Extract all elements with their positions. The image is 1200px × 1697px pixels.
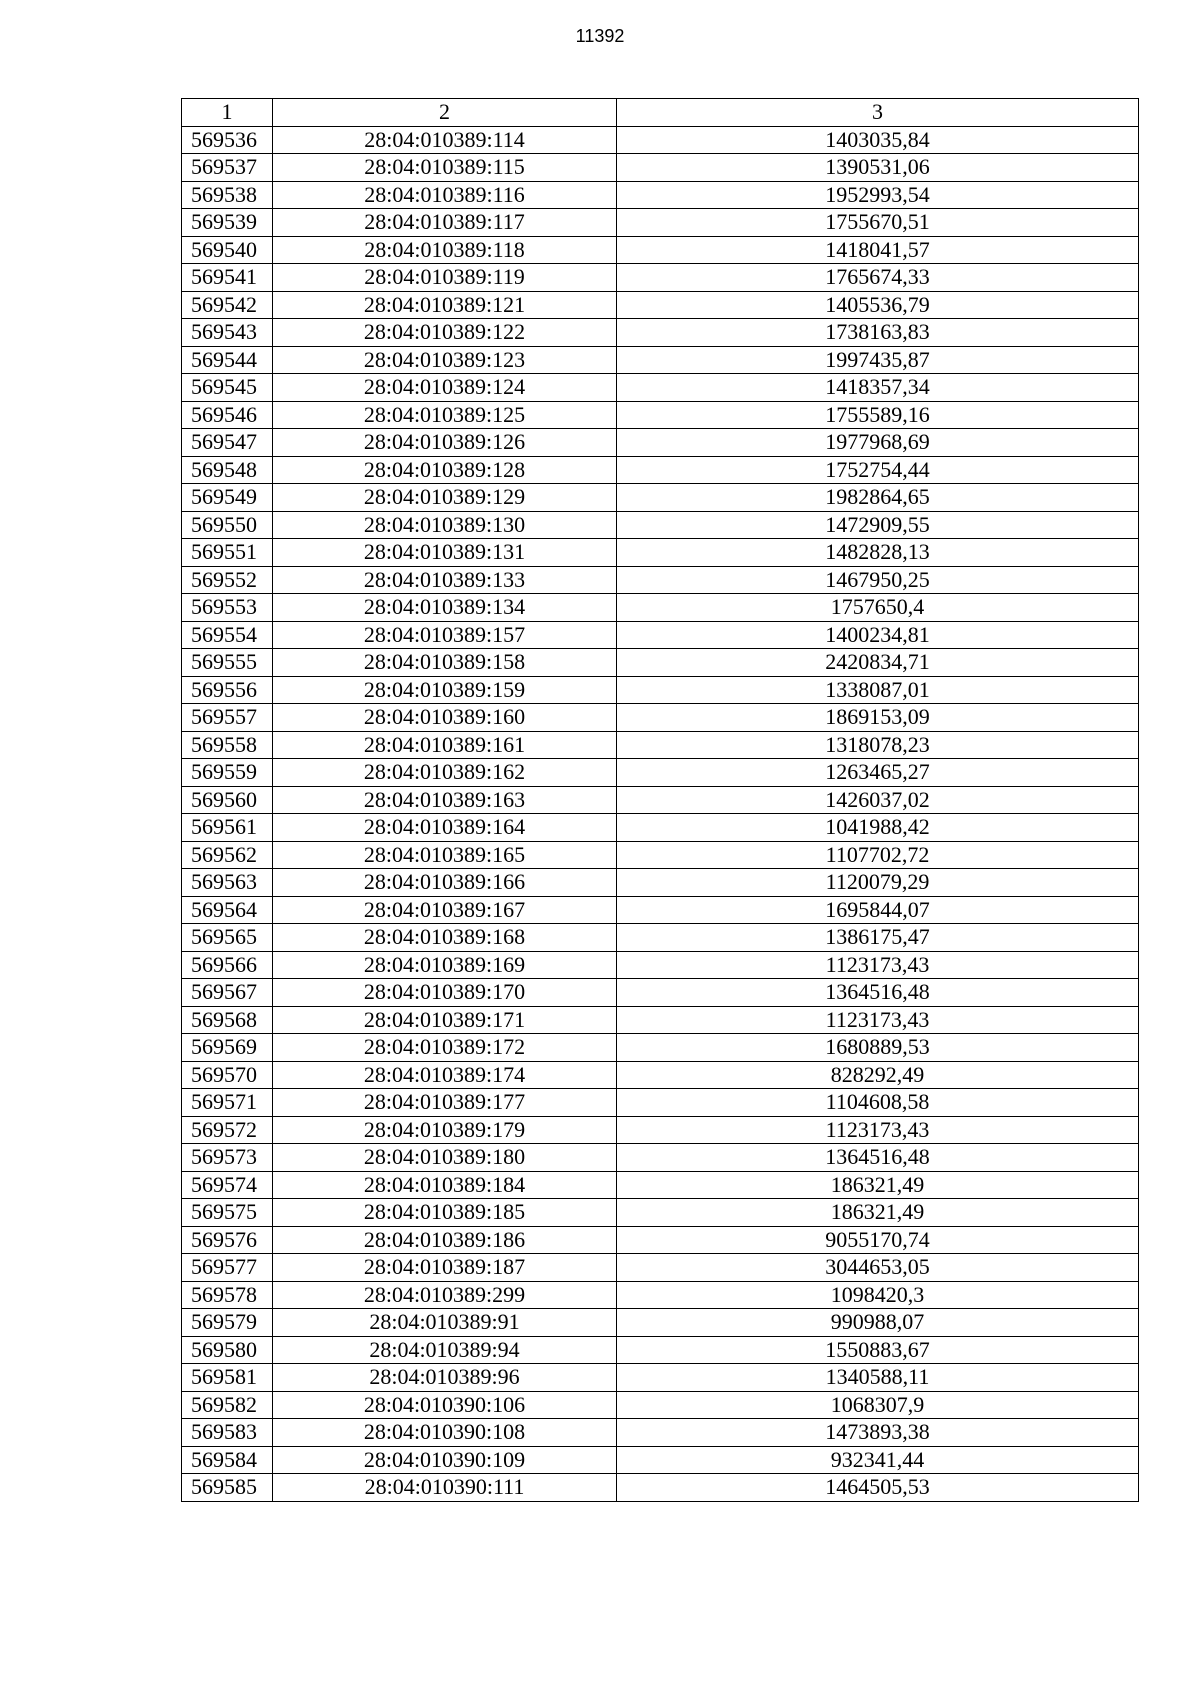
table-row [182, 456, 1139, 484]
cadastral-value-cell: 1952993,54 [617, 181, 1139, 209]
cadastral-value-cell: 1755589,16 [617, 401, 1139, 429]
row-number-cell: 569579 [182, 1309, 273, 1337]
cadastral-number-cell: 28:04:010389:166 [273, 869, 617, 897]
cadastral-value-cell: 1318078,23 [617, 731, 1139, 759]
cadastral-value-cell: 1977968,69 [617, 429, 1139, 457]
cadastral-number-cell: 28:04:010389:125 [273, 401, 617, 429]
cadastral-value-cell: 1340588,11 [617, 1364, 1139, 1392]
row-number-cell: 569548 [182, 456, 273, 484]
cadastral-number-cell: 28:04:010390:111 [273, 1474, 617, 1502]
cadastral-number-cell: 28:04:010389:119 [273, 264, 617, 292]
table-row [182, 566, 1139, 594]
table-row [182, 1061, 1139, 1089]
cadastral-value-cell: 1123173,43 [617, 1116, 1139, 1144]
cadastral-value-cell: 1752754,44 [617, 456, 1139, 484]
table-row [182, 786, 1139, 814]
row-number-cell: 569552 [182, 566, 273, 594]
cadastral-value-cell: 1338087,01 [617, 676, 1139, 704]
table-row [182, 1254, 1139, 1282]
cadastral-number-cell: 28:04:010389:96 [273, 1364, 617, 1392]
row-number-cell: 569566 [182, 951, 273, 979]
row-number-cell: 569574 [182, 1171, 273, 1199]
row-number-cell: 569541 [182, 264, 273, 292]
cadastral-value-cell: 828292,49 [617, 1061, 1139, 1089]
cadastral-value-cell: 1550883,67 [617, 1336, 1139, 1364]
row-number-cell: 569540 [182, 236, 273, 264]
cadastral-number-cell: 28:04:010390:106 [273, 1391, 617, 1419]
table-row [182, 154, 1139, 182]
cadastral-number-cell: 28:04:010389:162 [273, 759, 617, 787]
header-row [182, 99, 1139, 127]
cadastral-number-cell: 28:04:010389:187 [273, 1254, 617, 1282]
cadastral-value-cell: 1869153,09 [617, 704, 1139, 732]
table-row [182, 759, 1139, 787]
header-cell-1: 1 [182, 99, 273, 127]
row-number-cell: 569556 [182, 676, 273, 704]
table-row [182, 1144, 1139, 1172]
table-row [182, 1391, 1139, 1419]
table-row [182, 896, 1139, 924]
cadastral-value-cell: 1695844,07 [617, 896, 1139, 924]
table-row [182, 841, 1139, 869]
table-row [182, 1006, 1139, 1034]
cadastral-number-cell: 28:04:010389:169 [273, 951, 617, 979]
cadastral-value-cell: 1068307,9 [617, 1391, 1139, 1419]
table-row [182, 319, 1139, 347]
cadastral-value-cell: 1120079,29 [617, 869, 1139, 897]
table-row [182, 951, 1139, 979]
cadastral-number-cell: 28:04:010389:165 [273, 841, 617, 869]
table-row [182, 814, 1139, 842]
cadastral-value-cell: 1107702,72 [617, 841, 1139, 869]
row-number-cell: 569544 [182, 346, 273, 374]
cadastral-number-cell: 28:04:010389:94 [273, 1336, 617, 1364]
cadastral-value-cell: 1473893,38 [617, 1419, 1139, 1447]
row-number-cell: 569568 [182, 1006, 273, 1034]
cadastral-value-cell: 1123173,43 [617, 1006, 1139, 1034]
cadastral-number-cell: 28:04:010389:114 [273, 126, 617, 154]
row-number-cell: 569582 [182, 1391, 273, 1419]
cadastral-number-cell: 28:04:010389:161 [273, 731, 617, 759]
cadastral-number-cell: 28:04:010389:160 [273, 704, 617, 732]
table-body [182, 126, 1139, 1501]
table-row [182, 401, 1139, 429]
cadastral-number-cell: 28:04:010389:123 [273, 346, 617, 374]
cadastral-number-cell: 28:04:010389:171 [273, 1006, 617, 1034]
table-row [182, 1199, 1139, 1227]
table-row [182, 594, 1139, 622]
cadastral-value-cell: 1426037,02 [617, 786, 1139, 814]
table-row [182, 1336, 1139, 1364]
cadastral-value-cell: 1400234,81 [617, 621, 1139, 649]
cadastral-value-cell: 1418041,57 [617, 236, 1139, 264]
cadastral-number-cell: 28:04:010389:122 [273, 319, 617, 347]
table-row [182, 264, 1139, 292]
table-header [182, 99, 1139, 127]
row-number-cell: 569546 [182, 401, 273, 429]
cadastral-value-cell: 990988,07 [617, 1309, 1139, 1337]
table-row [182, 1089, 1139, 1117]
cadastral-number-cell: 28:04:010389:159 [273, 676, 617, 704]
cadastral-value-cell: 1405536,79 [617, 291, 1139, 319]
row-number-cell: 569573 [182, 1144, 273, 1172]
cadastral-number-cell: 28:04:010389:186 [273, 1226, 617, 1254]
row-number-cell: 569549 [182, 484, 273, 512]
table-row [182, 374, 1139, 402]
cadastral-number-cell: 28:04:010389:163 [273, 786, 617, 814]
cadastral-value-cell: 1104608,58 [617, 1089, 1139, 1117]
cadastral-value-cell: 1738163,83 [617, 319, 1139, 347]
row-number-cell: 569551 [182, 539, 273, 567]
cadastral-number-cell: 28:04:010389:167 [273, 896, 617, 924]
cadastral-number-cell: 28:04:010389:180 [273, 1144, 617, 1172]
cadastral-value-cell: 1386175,47 [617, 924, 1139, 952]
table-row [182, 1281, 1139, 1309]
cadastral-value-cell: 186321,49 [617, 1199, 1139, 1227]
page-number: 11392 [575, 26, 625, 46]
cadastral-number-cell: 28:04:010389:116 [273, 181, 617, 209]
row-number-cell: 569537 [182, 154, 273, 182]
cadastral-number-cell: 28:04:010389:185 [273, 1199, 617, 1227]
cadastral-value-cell: 1364516,48 [617, 1144, 1139, 1172]
row-number-cell: 569539 [182, 209, 273, 237]
table-row [182, 621, 1139, 649]
header-cell-2: 2 [273, 99, 617, 127]
cadastral-value-cell: 1418357,34 [617, 374, 1139, 402]
cadastral-number-cell: 28:04:010389:115 [273, 154, 617, 182]
cadastral-value-cell: 1464505,53 [617, 1474, 1139, 1502]
cadastral-number-cell: 28:04:010389:131 [273, 539, 617, 567]
table-row [182, 1226, 1139, 1254]
cadastral-number-cell: 28:04:010389:184 [273, 1171, 617, 1199]
cadastral-number-cell: 28:04:010389:117 [273, 209, 617, 237]
row-number-cell: 569584 [182, 1446, 273, 1474]
table-row [182, 484, 1139, 512]
row-number-cell: 569560 [182, 786, 273, 814]
cadastral-value-cell: 1123173,43 [617, 951, 1139, 979]
cadastral-value-cell: 1680889,53 [617, 1034, 1139, 1062]
cadastral-value-cell: 1390531,06 [617, 154, 1139, 182]
cadastral-number-cell: 28:04:010389:158 [273, 649, 617, 677]
cadastral-value-table [181, 98, 1139, 1502]
cadastral-value-cell: 1757650,4 [617, 594, 1139, 622]
table-row [182, 429, 1139, 457]
cadastral-number-cell: 28:04:010389:129 [273, 484, 617, 512]
cadastral-value-cell: 1403035,84 [617, 126, 1139, 154]
cadastral-value-cell: 1997435,87 [617, 346, 1139, 374]
table-row [182, 676, 1139, 704]
row-number-cell: 569538 [182, 181, 273, 209]
table-row [182, 704, 1139, 732]
row-number-cell: 569543 [182, 319, 273, 347]
row-number-cell: 569564 [182, 896, 273, 924]
cadastral-number-cell: 28:04:010389:126 [273, 429, 617, 457]
row-number-cell: 569578 [182, 1281, 273, 1309]
row-number-cell: 569561 [182, 814, 273, 842]
table-row [182, 346, 1139, 374]
table-row [182, 1034, 1139, 1062]
row-number-cell: 569550 [182, 511, 273, 539]
cadastral-value-cell: 1041988,42 [617, 814, 1139, 842]
cadastral-value-cell: 1467950,25 [617, 566, 1139, 594]
row-number-cell: 569581 [182, 1364, 273, 1392]
table-row [182, 924, 1139, 952]
table-row [182, 1474, 1139, 1502]
row-number-cell: 569558 [182, 731, 273, 759]
cadastral-number-cell: 28:04:010389:121 [273, 291, 617, 319]
cadastral-number-cell: 28:04:010389:128 [273, 456, 617, 484]
row-number-cell: 569571 [182, 1089, 273, 1117]
table-row [182, 1309, 1139, 1337]
row-number-cell: 569563 [182, 869, 273, 897]
cadastral-number-cell: 28:04:010389:172 [273, 1034, 617, 1062]
row-number-cell: 569557 [182, 704, 273, 732]
cadastral-number-cell: 28:04:010389:134 [273, 594, 617, 622]
cadastral-number-cell: 28:04:010389:118 [273, 236, 617, 264]
table-row [182, 1171, 1139, 1199]
row-number-cell: 569580 [182, 1336, 273, 1364]
header-cell-3: 3 [617, 99, 1139, 127]
cadastral-value-cell: 1482828,13 [617, 539, 1139, 567]
cadastral-value-cell: 1364516,48 [617, 979, 1139, 1007]
cadastral-value-cell: 1765674,33 [617, 264, 1139, 292]
cadastral-value-cell: 1755670,51 [617, 209, 1139, 237]
cadastral-number-cell: 28:04:010389:299 [273, 1281, 617, 1309]
row-number-cell: 569536 [182, 126, 273, 154]
cadastral-number-cell: 28:04:010389:157 [273, 621, 617, 649]
cadastral-number-cell: 28:04:010390:109 [273, 1446, 617, 1474]
row-number-cell: 569562 [182, 841, 273, 869]
row-number-cell: 569569 [182, 1034, 273, 1062]
table-row [182, 209, 1139, 237]
row-number-cell: 569565 [182, 924, 273, 952]
table-row [182, 126, 1139, 154]
table-row [182, 869, 1139, 897]
row-number-cell: 569575 [182, 1199, 273, 1227]
row-number-cell: 569583 [182, 1419, 273, 1447]
table-row [182, 1419, 1139, 1447]
row-number-cell: 569545 [182, 374, 273, 402]
cadastral-number-cell: 28:04:010390:108 [273, 1419, 617, 1447]
row-number-cell: 569570 [182, 1061, 273, 1089]
cadastral-number-cell: 28:04:010389:91 [273, 1309, 617, 1337]
row-number-cell: 569577 [182, 1254, 273, 1282]
table-row [182, 1364, 1139, 1392]
row-number-cell: 569567 [182, 979, 273, 1007]
cadastral-number-cell: 28:04:010389:130 [273, 511, 617, 539]
cadastral-value-cell: 1263465,27 [617, 759, 1139, 787]
cadastral-value-cell: 9055170,74 [617, 1226, 1139, 1254]
cadastral-value-cell: 2420834,71 [617, 649, 1139, 677]
table-row [182, 731, 1139, 759]
row-number-cell: 569542 [182, 291, 273, 319]
table-row [182, 511, 1139, 539]
table-row [182, 236, 1139, 264]
row-number-cell: 569547 [182, 429, 273, 457]
cadastral-value-cell: 1472909,55 [617, 511, 1139, 539]
table-row [182, 1446, 1139, 1474]
row-number-cell: 569554 [182, 621, 273, 649]
table-row [182, 539, 1139, 567]
row-number-cell: 569576 [182, 1226, 273, 1254]
cadastral-number-cell: 28:04:010389:124 [273, 374, 617, 402]
cadastral-number-cell: 28:04:010389:177 [273, 1089, 617, 1117]
table-row [182, 291, 1139, 319]
row-number-cell: 569585 [182, 1474, 273, 1502]
table-row [182, 1116, 1139, 1144]
cadastral-number-cell: 28:04:010389:170 [273, 979, 617, 1007]
cadastral-value-cell: 3044653,05 [617, 1254, 1139, 1282]
cadastral-number-cell: 28:04:010389:168 [273, 924, 617, 952]
row-number-cell: 569555 [182, 649, 273, 677]
cadastral-value-cell: 932341,44 [617, 1446, 1139, 1474]
row-number-cell: 569559 [182, 759, 273, 787]
cadastral-number-cell: 28:04:010389:179 [273, 1116, 617, 1144]
cadastral-number-cell: 28:04:010389:133 [273, 566, 617, 594]
table-row [182, 181, 1139, 209]
cadastral-number-cell: 28:04:010389:174 [273, 1061, 617, 1089]
cadastral-value-cell: 1098420,3 [617, 1281, 1139, 1309]
table-row [182, 649, 1139, 677]
table-row [182, 979, 1139, 1007]
cadastral-value-cell: 1982864,65 [617, 484, 1139, 512]
cadastral-value-cell: 186321,49 [617, 1171, 1139, 1199]
cadastral-number-cell: 28:04:010389:164 [273, 814, 617, 842]
row-number-cell: 569553 [182, 594, 273, 622]
row-number-cell: 569572 [182, 1116, 273, 1144]
